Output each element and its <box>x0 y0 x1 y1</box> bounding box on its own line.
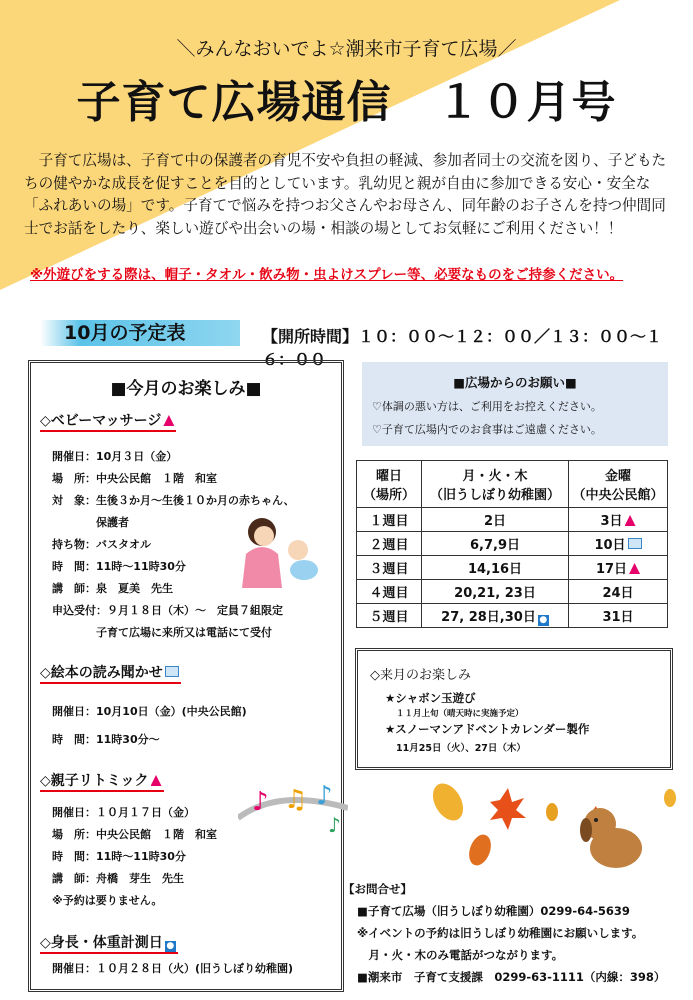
mother-baby-illustration <box>232 510 324 590</box>
notice-text: ※外遊びをする際は、帽子・タオル・飲み物・虫よけスプレー等、必要なものをご持参ください。 <box>30 267 624 283</box>
requests-box <box>362 362 668 446</box>
next-month-note: １１月上旬（晴天時に実施予定） <box>396 709 524 719</box>
table-row: １週目 2日 3日 <box>357 508 668 532</box>
table-row: ３週目 14,16日 17日 <box>357 556 668 580</box>
event-heading: ◇身長・体重計測日 ● <box>40 932 178 954</box>
page-title: 子育て広場通信 １０月号 <box>76 77 617 128</box>
table-row: ４週目 20,21, 23日 24日 <box>357 580 668 604</box>
autumn-illustration <box>420 778 685 878</box>
tent-icon <box>163 415 174 426</box>
contact-line: 月・火・木のみ電話がつながります。 <box>357 948 564 962</box>
svg-text:♪: ♪ <box>316 781 333 811</box>
book-icon <box>165 666 179 677</box>
event-measurement <box>40 932 293 980</box>
schedule-table <box>356 460 668 628</box>
event-details: 開催日：10月10日（金）(中央公民館) 時 間：11時30分〜 <box>52 705 247 746</box>
event-details: 開催日：１０月２８日（火）(旧うしぼり幼稚園) <box>52 962 294 975</box>
contact-section <box>343 878 683 988</box>
tent-icon <box>629 563 640 574</box>
next-month-item: ★シャボン玉遊び <box>385 691 476 705</box>
svg-text:♪: ♪ <box>328 813 341 836</box>
table-row: ２週目 6,7,9日 10日 <box>357 532 668 556</box>
contact-line: ※イベントの予約は旧うしぼり幼稚園にお願いします。 <box>357 926 644 940</box>
table-header: 曜日 （場所） <box>357 461 422 508</box>
person-icon: ● <box>539 614 548 625</box>
tent-icon <box>625 515 636 526</box>
intro-text: 子育て広場は、子育て中の保護者の育児不安や負担の軽減、参加者同士の交流を図り、子どもたちの健やかな成長を促すことを目的としています。乳幼児と親が自由に参加できる安心・安全な「ふれあいの場」です。子育てで悩みを持つお父さんやお母さん、同年齢のお子さんを持つ仲間同士でお話をしたり、楽しい遊びや出会いの場・相談の場としてお気軽にご利用ください！！ <box>24 152 667 237</box>
table-row: ５週目 27, 28日,30日 ● 31日 <box>357 604 668 628</box>
event-details: 開催日：１０月１７日（金） 場 所：中央公民館 １階 和室 時 間：11時〜11時30分 講 師：舟橋 芽生 先生 ※予約は要りません。 <box>52 806 217 907</box>
table-header: 金曜 （中央公民館） <box>569 461 668 508</box>
contact-title: 【お問合せ】 <box>343 882 412 896</box>
svg-text:♪: ♪ <box>252 787 269 817</box>
table-header-row <box>357 461 668 508</box>
next-month-note: 11月25日（火）、27日（木） <box>396 743 526 754</box>
schedule-label: 10月の予定表 <box>40 320 240 346</box>
request-item: ♡体調の悪い方は、ご利用をお控えください。 <box>372 400 602 413</box>
event-details: 開催日：10月３日（金） 場 所：中央公民館 １階 和室 対 象：生後３か月〜生後１０か月の赤ちゃん、 保護者 持ち物：バスタオル 時 間：11時〜11時30分 講 師：泉 夏美 先生 申込受付：９月１８日（木）〜 定員７組限定 子育て広場に来所又は電話にて受付 <box>52 450 295 639</box>
svg-text:♫: ♫ <box>284 785 308 815</box>
event-rhythmic <box>40 770 217 912</box>
music-notes-illustration <box>238 778 348 836</box>
request-item: ♡子育て広場内でのお食事はご遠慮ください。 <box>372 423 602 436</box>
requests-title: ■広場からのお願い■ <box>453 375 577 390</box>
event-heading: ◇絵本の読み聞かせ <box>40 662 181 684</box>
event-heading: ◇ベビーマッサージ <box>40 410 176 432</box>
contact-line: ■子育て広場（旧うしぼり幼稚園）0299-64-5639 <box>357 904 630 918</box>
events-title: ■今月のお楽しみ■ <box>110 379 262 399</box>
next-month-title: ◇来月のお楽しみ <box>370 668 471 683</box>
opening-hours: 【開所時間】１０：００〜１２：００／１３：００〜１６：００ <box>262 327 663 369</box>
table-header: 月・火・木 （旧うしぼり幼稚園） <box>422 461 569 508</box>
tent-icon <box>151 775 162 786</box>
contact-line: ■潮来市 子育て支援課 0299-63-1111（内線：398） <box>357 970 666 984</box>
event-picture-book <box>40 662 247 754</box>
book-icon <box>628 538 642 549</box>
event-heading: ◇親子リトミック <box>40 770 164 792</box>
next-month-item: ★スノーマンアドベントカレンダー製作 <box>385 722 590 736</box>
person-icon: ● <box>166 941 175 951</box>
subtitle: ＼みんなおいでよ☆潮来市子育て広場／ <box>176 38 517 60</box>
